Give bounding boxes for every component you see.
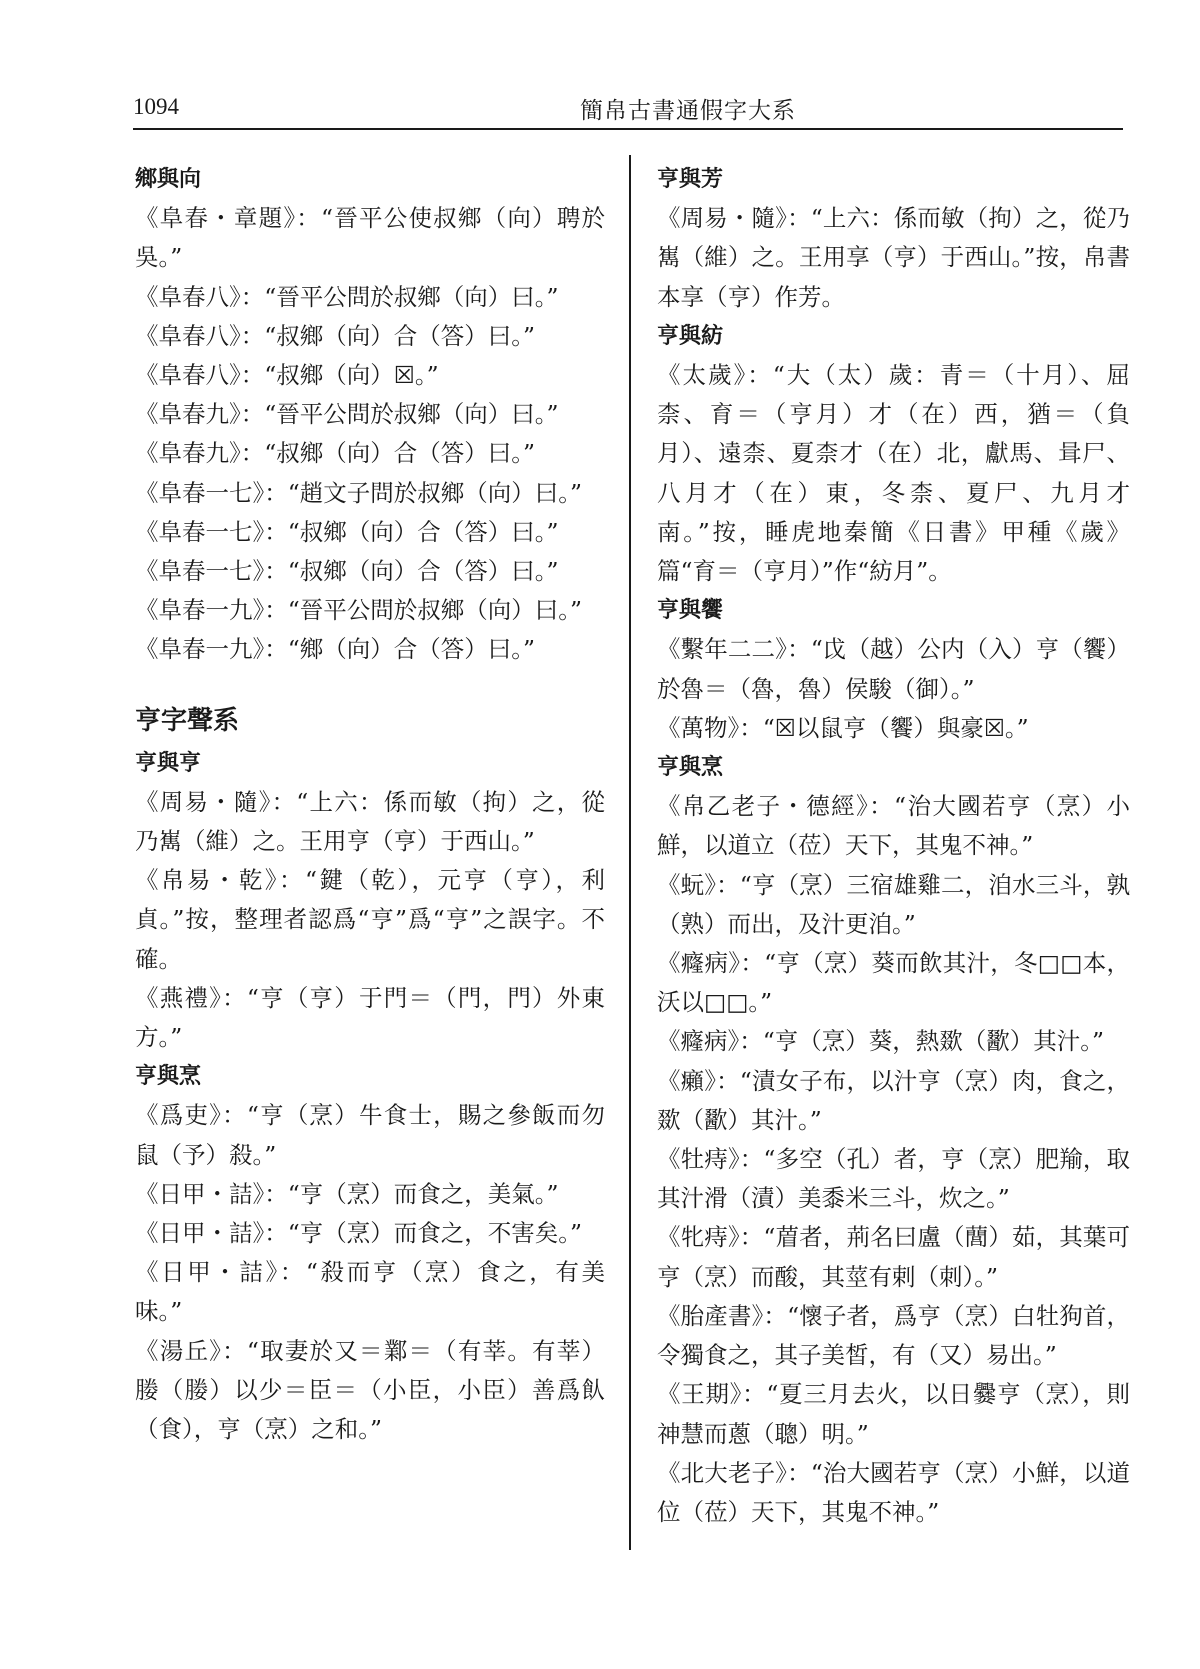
citation-entry: 《周易・隨》：“上六：係而敏（拘）之，從乃嶲（維）之。王用享（亨）于西山。”按，帛書本享（亨）作芳。: [657, 204, 1130, 311]
left-column: [135, 160, 605, 1449]
citation-entry: 《蚖》：“亨（烹）三宿雄雞二，洎水三斗，孰（熟）而出，及汁更洎。”: [657, 870, 1130, 938]
citation-entry: 《阜春・章題》：“晉平公使叔鄉（向）聘於吳。”: [135, 204, 605, 272]
citation-entry: 《阜春一七》：“趙文子問於叔鄉（向）曰。”: [135, 478, 583, 507]
citation-entry: 《日甲・詰》：“亨（烹）而食之，不害矣。”: [135, 1219, 583, 1248]
citation-entry: 《萬物》：“☒以鼠亨（饗）與豪☒。”: [657, 713, 1029, 742]
citation-entry: 《爲吏》：“亨（烹）牛食士，賜之參飯而勿鼠（予）殺。”: [135, 1101, 605, 1169]
citation-entry: 《日甲・詰》：“殺而亨（烹）食之，有美味。”: [135, 1258, 605, 1326]
entry-heading: 亨與烹: [657, 755, 724, 781]
citation-entry: 《阜春八》：“叔鄉（向）合（答）曰。”: [135, 321, 536, 350]
citation-entry: 《太歲》：“大（太）歲：青＝（十月）、屈柰、育＝（亨月）才（在）西，猶＝（負月）、遠柰、夏柰才（在）北，獻馬、咠尸、八月才（在）東，冬柰、夏尸、九月才南。”按，睡虎地秦簡《日書》甲種《歲》篇“育＝（亨月）”作“紡月”。: [657, 361, 1130, 586]
citation-entry: 《帛易・乾》：“鍵（乾），元亨（亨），利貞。”按，整理者認爲“亨”爲“亨”之誤字。不確。: [135, 866, 605, 973]
entry-heading: 亨與紡: [657, 323, 724, 349]
citation-entry: 《牝痔》：“葿者，荊名曰盧（䕡）茹，其葉可亨（烹）而酸，其莖有剌（刺）。”: [657, 1223, 1130, 1291]
right-column: [657, 160, 1130, 1532]
citation-entry: 《燕禮》：“亨（亨）于門＝（門，門）外東方。”: [135, 983, 605, 1052]
page-number: 1094: [133, 94, 179, 119]
citation-entry: 《北大老子》：“治大國若亨（烹）小鮮，以道位（莅）天下，其鬼不神。”: [657, 1458, 1130, 1526]
running-title: 簡帛古書通假字大系: [580, 98, 796, 124]
entry-heading: 亨與亨: [135, 750, 202, 776]
citation-entry: 《阜春一九》：“晉平公問於叔鄉（向）曰。”: [135, 596, 583, 625]
citation-entry: 《王期》：“夏三月去火，以日爨亨（烹），則神慧而蔥（聰）明。”: [657, 1380, 1130, 1448]
entry-heading: 亨與芳: [657, 167, 724, 192]
citation-entry: 《癩》：“漬女子布，以汁亨（烹）肉，食之，欼（歠）其汁。”: [657, 1066, 1130, 1134]
citation-entry: 《牡痔》：“多空（孔）者，亨（烹）肥羭，取其汁滑（漬）美黍米三斗，炊之。”: [657, 1145, 1130, 1213]
citation-entry: 《阜春一七》：“叔鄉（向）合（答）曰。”: [135, 517, 559, 546]
running-header: [133, 88, 1123, 130]
citation-entry: 《癃病》：“亨（烹）葵而飲其汁，冬□□本，沃以□□。”: [657, 949, 1130, 1017]
citation-entry: 《帛乙老子・德經》：“治大國若亨（烹）小鮮，以道立（莅）天下，其鬼不神。”: [657, 792, 1130, 860]
citation-entry: 《日甲・詰》：“亨（烹）而食之，美氣。”: [135, 1179, 559, 1208]
citation-entry: 《阜春一七》：“叔鄉（向）合（答）曰。”: [135, 557, 559, 586]
citation-entry: 《湯丘》：“取妻於又＝鄴＝（有莘。有莘）媵（媵）以少＝臣＝（小臣，小臣）善爲飤（食），亨（烹）之和。”: [135, 1336, 605, 1444]
citation-entry: 《阜春九》：“叔鄉（向）合（答）曰。”: [135, 439, 536, 468]
column-divider: [629, 155, 631, 1550]
citation-entry: 《胎產書》：“懷子者，爲亨（烹）白牡狗首，令獨食之，其子美皙，有（又）易出。”: [657, 1301, 1130, 1370]
citation-entry: 《阜春八》：“叔鄉（向）☒。”: [135, 361, 439, 390]
citation-entry: 《阜春八》：“晉平公問於叔鄉（向）曰。”: [135, 282, 559, 311]
citation-entry: 《繫年二二》：“戉（越）公内（入）亨（饗）於魯＝（魯，魯）侯駿（御）。”: [657, 635, 1130, 703]
entry-heading: 鄉與向: [135, 167, 202, 192]
section-title: 亨字聲系: [135, 705, 240, 736]
entry-heading: 亨與烹: [135, 1064, 202, 1090]
citation-entry: 《阜春一九》：“鄉（向）合（答）曰。”: [135, 635, 536, 664]
entry-heading: 亨與饗: [657, 598, 724, 624]
citation-entry: 《阜春九》：“晉平公問於叔鄉（向）曰。”: [135, 400, 559, 429]
citation-entry: 《周易・隨》：“上六：係而敏（拘）之，從乃嶲（維）之。王用亨（亨）于西山。”: [135, 787, 605, 856]
citation-entry: 《癃病》：“亨（烹）葵，熱欼（歠）其汁。”: [657, 1027, 1105, 1056]
